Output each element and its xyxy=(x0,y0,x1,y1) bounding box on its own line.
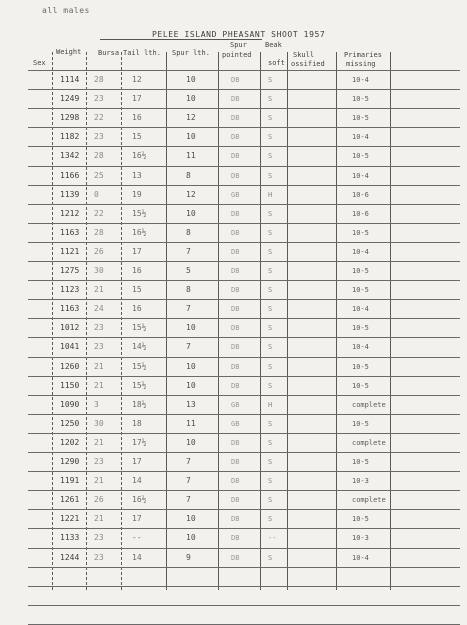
cell-primaries: 10-5 xyxy=(352,267,369,275)
cell-primaries: complete xyxy=(352,496,386,505)
cell-pointed: DB xyxy=(231,438,240,447)
cell-tail: 15 xyxy=(132,285,142,295)
cell-spur: 10 xyxy=(186,361,196,371)
cell-beak: S xyxy=(268,267,273,275)
cell-spur: 10 xyxy=(186,380,196,390)
cell-beak: S xyxy=(268,209,273,218)
cell-pointed: DB xyxy=(231,228,240,237)
cell-tail: 18 xyxy=(132,418,142,428)
cell-beak: S xyxy=(268,95,273,104)
cell-weight: 1275 xyxy=(60,266,80,275)
row-rule xyxy=(28,127,460,128)
cell-weight: 1139 xyxy=(60,189,80,199)
cell-tail: 12 xyxy=(132,75,142,84)
cell-bursa: 23 xyxy=(94,323,104,333)
cell-beak: H xyxy=(268,400,273,409)
cell-tail: 14 xyxy=(132,476,142,486)
cell-bursa: 28 xyxy=(94,75,104,84)
row-rule xyxy=(28,89,460,90)
cell-spur: 12 xyxy=(186,189,196,199)
cell-tail: 15½ xyxy=(132,208,147,218)
cell-beak: S xyxy=(268,324,273,333)
cell-spur: 10 xyxy=(186,514,196,524)
cell-primaries: 10-5 xyxy=(352,324,369,333)
cell-spur: 8 xyxy=(186,285,191,295)
cell-pointed: DB xyxy=(231,267,240,275)
cell-primaries: 10-3 xyxy=(352,477,369,486)
cell-bursa: 21 xyxy=(94,380,104,390)
cell-weight: 1041 xyxy=(60,342,80,352)
cell-weight: 1212 xyxy=(60,208,80,218)
row-rule xyxy=(28,586,460,587)
cell-beak: S xyxy=(268,381,273,390)
cell-spur: 7 xyxy=(186,476,191,486)
row-rule xyxy=(28,433,460,434)
cell-beak: S xyxy=(268,247,273,256)
cell-beak: S xyxy=(268,228,273,237)
cell-primaries: 10-5 xyxy=(352,114,369,123)
row-rule xyxy=(28,146,460,147)
cell-pointed: DB xyxy=(231,458,240,466)
cell-tail: 15 xyxy=(132,132,142,142)
cell-bursa: 26 xyxy=(94,246,104,256)
cell-beak: S xyxy=(268,553,273,562)
cell-beak: S xyxy=(268,362,273,371)
cell-beak: S xyxy=(268,419,273,428)
cell-weight: 1260 xyxy=(60,361,80,371)
cell-beak: S xyxy=(268,152,273,161)
cell-bursa: 26 xyxy=(94,495,104,505)
cell-spur: 12 xyxy=(186,113,196,123)
cell-beak: S xyxy=(268,458,273,466)
row-rule xyxy=(28,452,460,453)
cell-pointed: DB xyxy=(231,114,240,123)
cell-primaries: 10-6 xyxy=(352,190,369,199)
cell-spur: 7 xyxy=(186,342,191,352)
sheet-title: PELEE ISLAND PHEASANT SHOOT 1957 xyxy=(152,30,326,39)
header-primaries-1: Primaries xyxy=(344,51,382,59)
cell-weight: 1114 xyxy=(60,75,80,84)
cell-primaries: 10-4 xyxy=(352,305,369,314)
cell-bursa: 28 xyxy=(94,151,104,161)
row-rule xyxy=(28,567,460,568)
row-rule xyxy=(28,318,460,319)
row-rule xyxy=(28,414,460,415)
cell-spur: 5 xyxy=(186,266,191,275)
row-rule xyxy=(28,204,460,205)
cell-weight: 1191 xyxy=(60,476,80,486)
cell-bursa: 23 xyxy=(94,457,104,466)
cell-tail: 16 xyxy=(132,266,142,275)
cell-weight: 1121 xyxy=(60,246,80,256)
cell-bursa: 23 xyxy=(94,94,104,104)
cell-spur: 10 xyxy=(186,75,196,84)
cell-bursa: 21 xyxy=(94,514,104,524)
cell-primaries: 10-5 xyxy=(352,381,369,390)
cell-bursa: 23 xyxy=(94,132,104,142)
row-rule xyxy=(28,395,460,396)
cell-tail: 16½ xyxy=(132,227,147,237)
row-rule xyxy=(28,471,460,472)
header-primaries-2: missing xyxy=(346,60,376,68)
cell-beak: S xyxy=(268,114,273,123)
cell-spur: 10 xyxy=(186,208,196,218)
cell-beak: S xyxy=(268,171,273,180)
cell-beak: S xyxy=(268,343,273,352)
cell-weight: 1290 xyxy=(60,457,80,466)
cell-primaries: 10-5 xyxy=(352,515,369,524)
cell-weight: 1163 xyxy=(60,227,80,237)
row-rule xyxy=(28,108,460,109)
cell-beak: S xyxy=(268,76,273,84)
cell-tail: 16 xyxy=(132,304,142,314)
cell-tail: 15½ xyxy=(132,361,147,371)
row-rule xyxy=(28,261,460,262)
header-spur: Spur lth. xyxy=(172,49,210,57)
cell-pointed: DB xyxy=(231,496,240,505)
cell-pointed: DB xyxy=(231,305,240,314)
cell-tail: 15½ xyxy=(132,323,147,333)
cell-weight: 1202 xyxy=(60,437,80,447)
cell-pointed: DB xyxy=(231,324,240,333)
cell-beak: H xyxy=(268,190,273,199)
cell-pointed: DB xyxy=(231,515,240,524)
cell-beak: S xyxy=(268,496,273,505)
cell-spur: 7 xyxy=(186,246,191,256)
cell-weight: 1123 xyxy=(60,285,80,295)
cell-bursa: 21 xyxy=(94,476,104,486)
row-rule xyxy=(28,528,460,529)
cell-weight: 1090 xyxy=(60,399,80,409)
row-rule xyxy=(28,509,460,510)
cell-bursa: 22 xyxy=(94,208,104,218)
cell-primaries: complete xyxy=(352,438,386,447)
cell-pointed: DB xyxy=(231,343,240,352)
cell-pointed: GB xyxy=(231,419,240,428)
cell-spur: 10 xyxy=(186,132,196,142)
cell-weight: 1249 xyxy=(60,94,80,104)
row-rule xyxy=(28,337,460,338)
cell-tail: 16 xyxy=(132,113,142,123)
cell-pointed: DB xyxy=(231,534,240,543)
header-skull-2: ossified xyxy=(291,60,325,68)
cell-tail: 14½ xyxy=(132,342,147,352)
cell-tail: -- xyxy=(132,533,142,543)
cell-weight: 1342 xyxy=(60,151,80,161)
cell-bursa: 23 xyxy=(94,533,104,543)
header-beak-1: Beak xyxy=(265,41,282,49)
cell-weight: 1163 xyxy=(60,304,80,314)
row-rule xyxy=(28,605,460,606)
cell-weight: 1221 xyxy=(60,514,80,524)
header-spur-pointed-2: pointed xyxy=(222,51,252,59)
header-skull-1: Skull xyxy=(293,51,315,59)
cell-bursa: 23 xyxy=(94,552,104,562)
cell-pointed: DB xyxy=(231,381,240,390)
cell-primaries: 10-5 xyxy=(352,228,369,237)
cell-pointed: DB xyxy=(231,171,240,180)
cell-primaries: 10-4 xyxy=(352,171,369,180)
cell-weight: 1012 xyxy=(60,323,80,333)
cell-primaries: 10-4 xyxy=(352,553,369,562)
cell-primaries: complete xyxy=(352,400,386,409)
row-rule xyxy=(28,166,460,167)
row-rule xyxy=(28,376,460,377)
page-note: all males xyxy=(42,6,90,15)
cell-pointed: DB xyxy=(231,553,240,562)
cell-tail: 14 xyxy=(132,552,142,562)
header-spur-pointed-1: Spur xyxy=(230,41,247,49)
row-rule xyxy=(28,280,460,281)
header-bursa: Bursa xyxy=(98,49,120,57)
cell-primaries: 10-4 xyxy=(352,343,369,352)
cell-bursa: 21 xyxy=(94,437,104,447)
cell-bursa: 24 xyxy=(94,304,104,314)
cell-pointed: DB xyxy=(231,133,240,142)
cell-pointed: DB xyxy=(231,477,240,486)
cell-beak: S xyxy=(268,286,273,295)
cell-spur: 10 xyxy=(186,533,196,543)
cell-bursa: 0 xyxy=(94,189,99,199)
cell-weight: 1261 xyxy=(60,495,80,505)
cell-pointed: DB xyxy=(231,286,240,295)
cell-tail: 13 xyxy=(132,170,142,180)
cell-weight: 1133 xyxy=(60,533,80,543)
cell-tail: 17 xyxy=(132,94,142,104)
cell-primaries: 10-4 xyxy=(352,76,369,84)
cell-primaries: 10-4 xyxy=(352,247,369,256)
cell-pointed: DB xyxy=(231,362,240,371)
cell-spur: 10 xyxy=(186,323,196,333)
cell-tail: 16½ xyxy=(132,151,147,161)
cell-pointed: GB xyxy=(231,190,240,199)
cell-spur: 11 xyxy=(186,151,196,161)
cell-bursa: 21 xyxy=(94,361,104,371)
cell-pointed: DB xyxy=(231,95,240,104)
cell-primaries: 10-5 xyxy=(352,286,369,295)
cell-tail: 17½ xyxy=(132,437,147,447)
row-rule xyxy=(28,548,460,549)
cell-spur: 7 xyxy=(186,495,191,505)
row-rule xyxy=(28,299,460,300)
cell-spur: 8 xyxy=(186,227,191,237)
cell-spur: 13 xyxy=(186,399,196,409)
cell-pointed: DB xyxy=(231,247,240,256)
cell-beak: S xyxy=(268,305,273,314)
cell-bursa: 22 xyxy=(94,113,104,123)
cell-pointed: GB xyxy=(231,400,240,409)
header-sex: Sex xyxy=(33,59,46,67)
cell-weight: 1298 xyxy=(60,113,80,123)
cell-tail: 19 xyxy=(132,189,142,199)
cell-primaries: 10-6 xyxy=(352,209,369,218)
header-beak-2: soft xyxy=(268,59,285,67)
cell-beak: S xyxy=(268,438,273,447)
cell-spur: 8 xyxy=(186,170,191,180)
cell-weight: 1182 xyxy=(60,132,80,142)
cell-bursa: 28 xyxy=(94,227,104,237)
cell-bursa: 21 xyxy=(94,285,104,295)
cell-bursa: 23 xyxy=(94,342,104,352)
cell-primaries: 10-3 xyxy=(352,534,369,543)
header-tail: Tail lth. xyxy=(123,49,161,57)
cell-beak: S xyxy=(268,133,273,142)
row-rule xyxy=(28,242,460,243)
cell-tail: 15½ xyxy=(132,380,147,390)
cell-spur: 10 xyxy=(186,437,196,447)
cell-weight: 1244 xyxy=(60,552,80,562)
cell-weight: 1250 xyxy=(60,418,80,428)
cell-primaries: 10-5 xyxy=(352,152,369,161)
cell-primaries: 10-5 xyxy=(352,458,369,466)
cell-tail: 17 xyxy=(132,457,142,466)
cell-primaries: 10-5 xyxy=(352,95,369,104)
cell-bursa: 25 xyxy=(94,170,104,180)
cell-beak: -- xyxy=(268,534,277,543)
cell-beak: S xyxy=(268,477,273,486)
cell-spur: 10 xyxy=(186,94,196,104)
cell-spur: 7 xyxy=(186,304,191,314)
cell-bursa: 30 xyxy=(94,418,104,428)
row-rule xyxy=(28,223,460,224)
cell-beak: S xyxy=(268,515,273,524)
header-weight: Weight xyxy=(56,48,82,56)
cell-pointed: DB xyxy=(231,152,240,161)
cell-primaries: 10-4 xyxy=(352,133,369,142)
row-rule xyxy=(28,70,460,71)
row-rule xyxy=(28,185,460,186)
cell-tail: 18½ xyxy=(132,399,147,409)
cell-weight: 1150 xyxy=(60,380,80,390)
cell-spur: 9 xyxy=(186,552,191,562)
cell-spur: 7 xyxy=(186,457,191,466)
cell-weight: 1166 xyxy=(60,170,80,180)
row-rule xyxy=(28,357,460,358)
cell-spur: 11 xyxy=(186,418,196,428)
cell-bursa: 3 xyxy=(94,399,99,409)
cell-tail: 17 xyxy=(132,514,142,524)
cell-tail: 16½ xyxy=(132,495,147,505)
cell-pointed: DB xyxy=(231,209,240,218)
row-rule xyxy=(28,490,460,491)
cell-tail: 17 xyxy=(132,246,142,256)
cell-bursa: 30 xyxy=(94,266,104,275)
cell-primaries: 10-5 xyxy=(352,362,369,371)
cell-pointed: DB xyxy=(231,76,240,84)
cell-primaries: 10-5 xyxy=(352,419,369,428)
